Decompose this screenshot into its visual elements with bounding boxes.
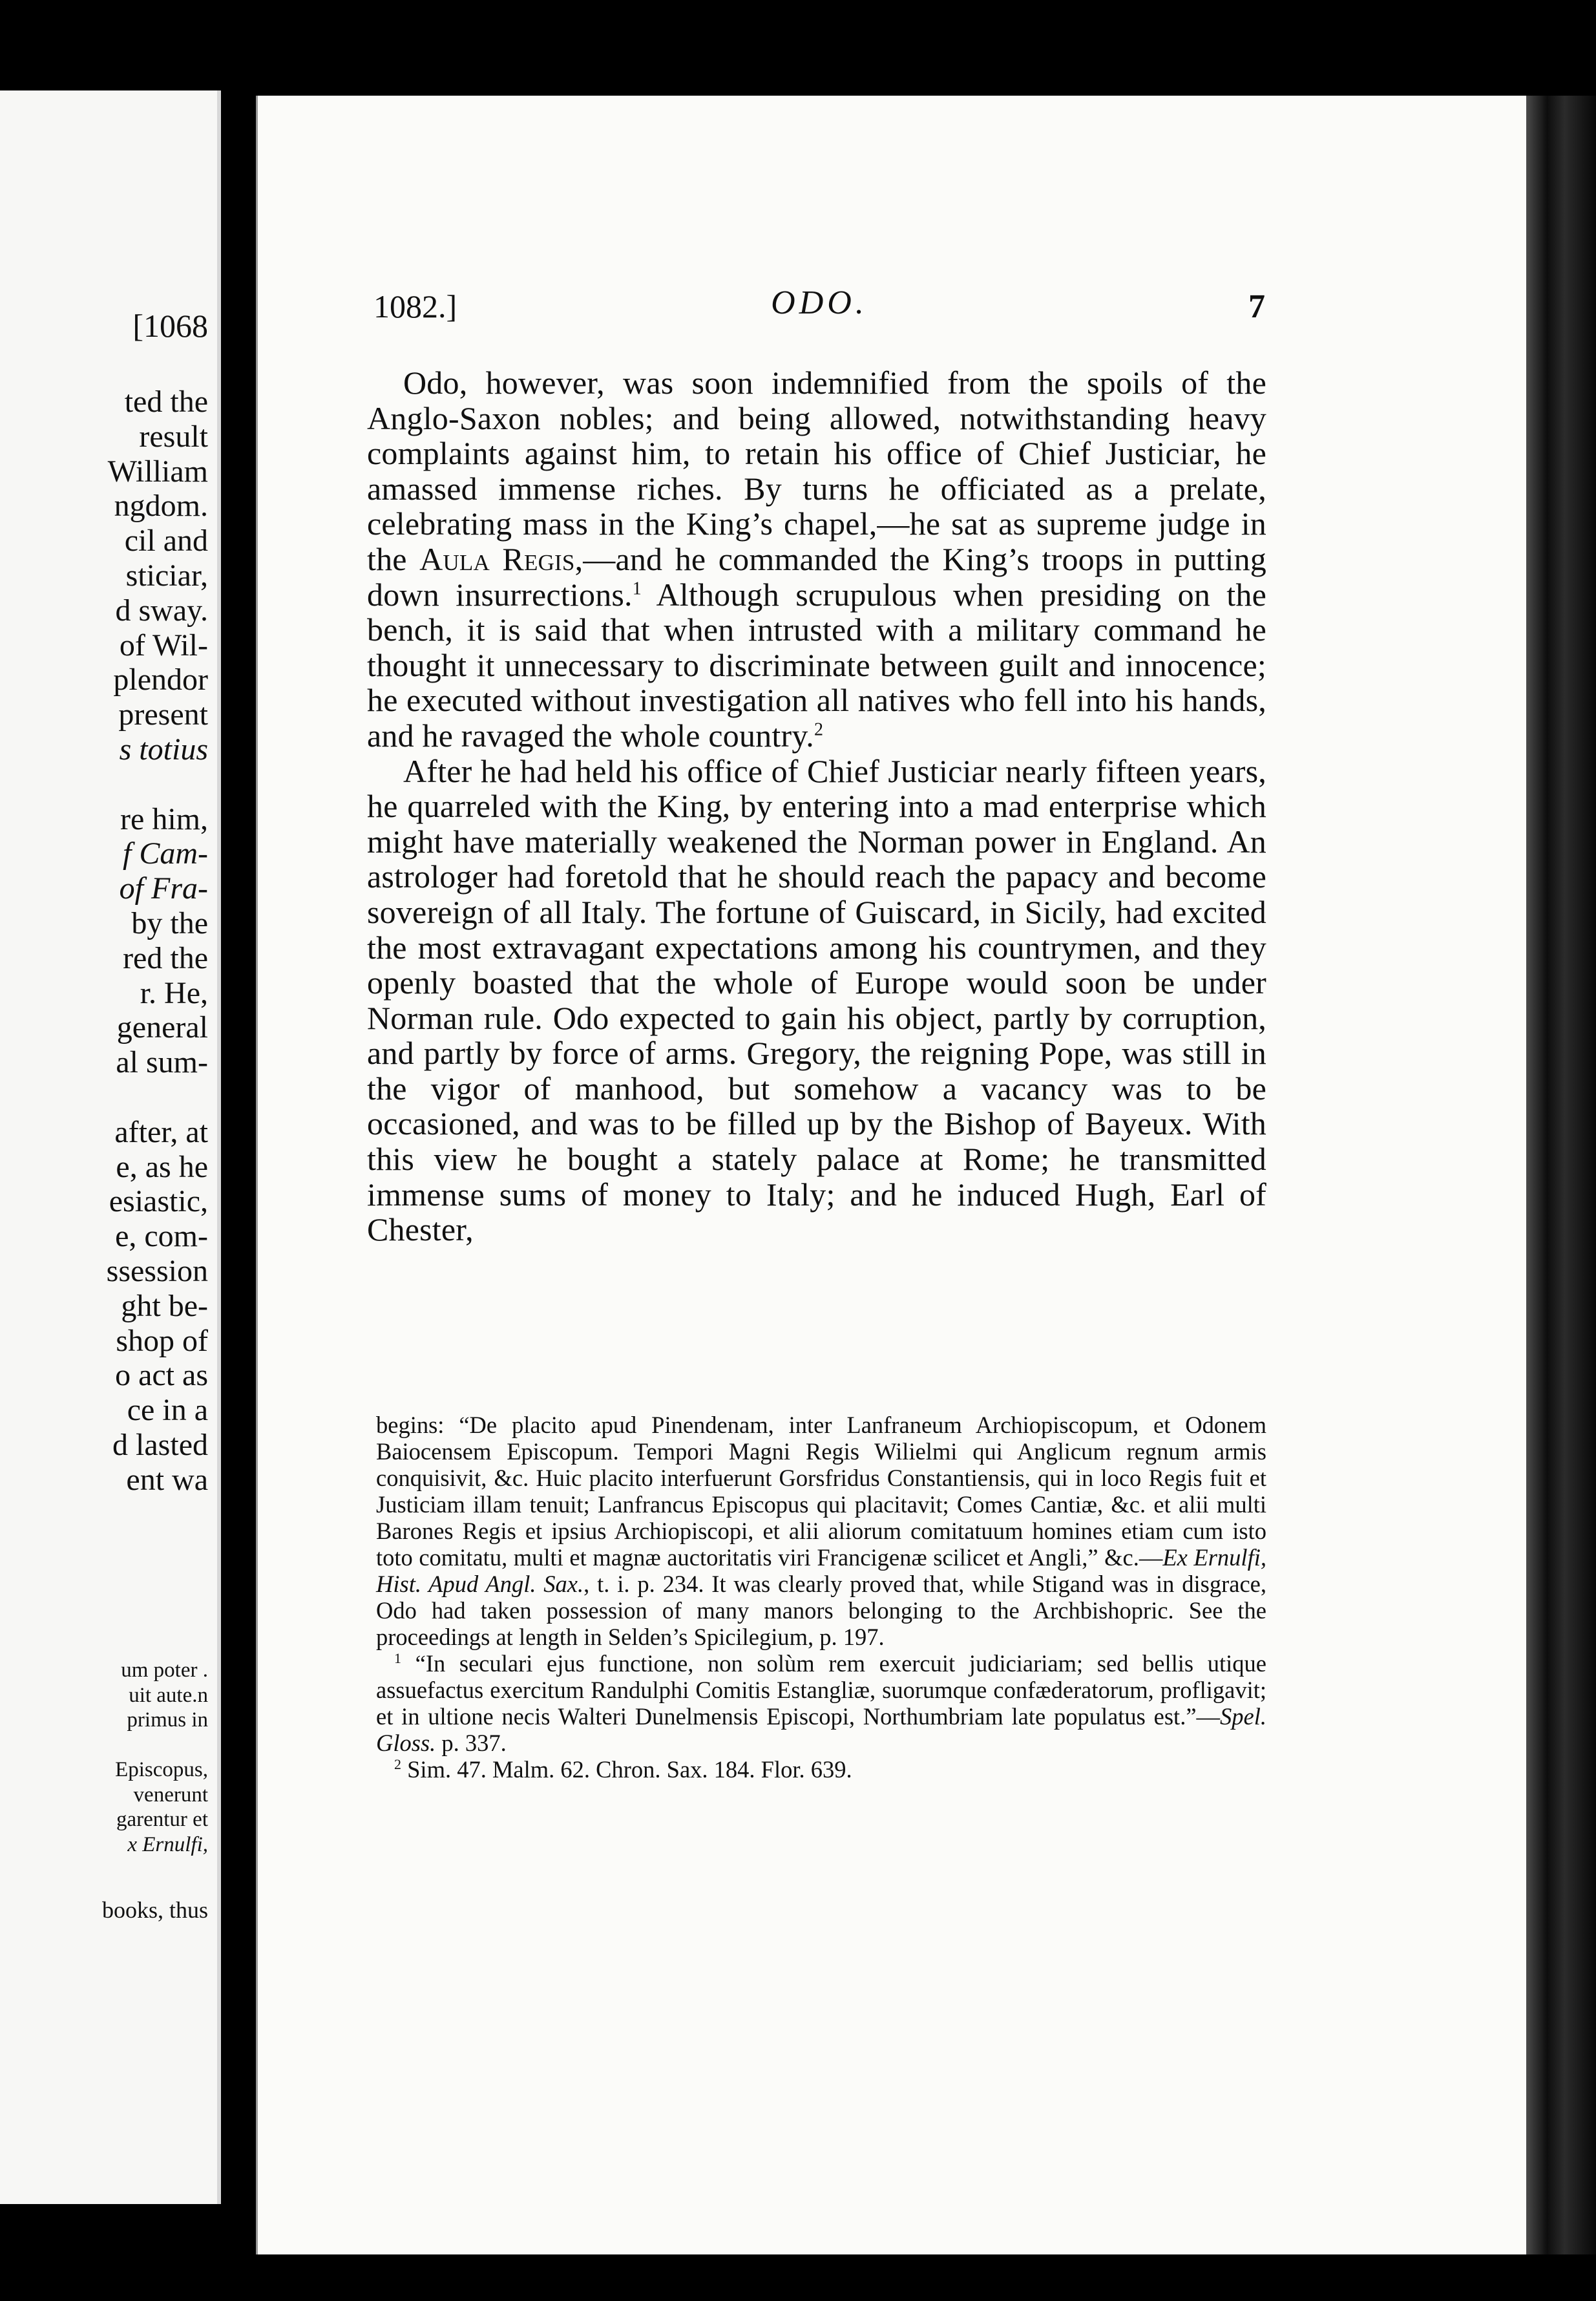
facing-page-body-line: ssession [106,1253,208,1288]
footnote-ref-1: 1 [632,578,642,599]
facing-page-note-line: venerunt [133,1783,208,1807]
facing-page-body-line: after, at [114,1114,208,1149]
facing-page-body-line: cil and [124,524,208,558]
facing-page-note-line: primus in [127,1708,208,1732]
facing-page-notes [115,1658,208,1857]
p1-text-c: Although scrupulous when presiding on the bench, it is said that when intrusted with a military command he thought it unnecessary to discriminate between guilt and innocence; he executed without investigation all natives who fell into his hands, and he ravaged the whole country. [367,576,1266,754]
footnote-1-text-a: “In seculari ejus functione, non solùm rem exercuit judiciariam; sed bellis utique assuefactus exercitum Randulphi Comitis Estangliæ, suorumque confæderatorum, profligavit; et in ultione necis Walteri Dunelmensis Episcopi, Northumbriam late populatus est.”— [376,1650,1266,1730]
facing-page-body-line: present [118,697,208,732]
facing-page-body-line: plendor [113,663,208,697]
facing-page-body-line: esiastic, [109,1184,208,1219]
facing-page-body-line: d sway. [115,593,208,628]
facing-page-body-line: by the [131,906,208,940]
facing-page-body-line: o act as [115,1358,208,1393]
facing-page-body-line: ted the [124,385,208,419]
footnote-1-text-b: p. 337. [436,1730,507,1756]
page-number: 7 [1248,288,1265,325]
footnote-2-mark: 2 [394,1755,401,1772]
facing-page-body-line: f Cam- [123,836,208,871]
facing-page-body-line: sticiar, [125,558,208,593]
paragraph-1 [367,365,1266,754]
facing-page-body-line: shop of [116,1323,208,1358]
footnotes [376,1412,1266,1783]
facing-page-left [0,90,221,2204]
facing-page-header: [1068 [132,308,208,344]
facing-page-body-line: of Fra- [119,871,208,906]
facing-page-body-line: William [107,454,208,489]
facing-page-note-line: garentur et [116,1808,208,1831]
facing-page-body-line: result [139,419,208,454]
facing-page-body-line: r. He, [140,975,208,1010]
facing-page-last-line: books, thus [101,1897,208,1923]
facing-page-body-line: al sum- [116,1045,208,1080]
facing-page-body-line [107,1080,208,1115]
facing-page-note-line: x Ernulfi, [127,1832,208,1856]
facing-page-body-line: e, as he [116,1149,208,1184]
fn-cont-citation: Ex Ernulfi, Hist. Apud Angl. Sax. [376,1544,1266,1597]
p1-text-a: Odo, however, was soon indemnified from the spoils of the Anglo-Saxon nobles; and being allowed, notwithstanding heavy complaints against him, to retain his office of Chief Justiciar, he amassed immense riches. By turns he officiated as a prelate, celebrating mass in the King’s chapel,—he sat as supreme judge in the [367,365,1266,577]
facing-page-body [107,385,208,1498]
facing-page-body-line: general [116,1010,208,1045]
p1-text-b: ,—and he commanded the King’s troops in putting down insurrections. [367,540,1266,613]
facing-page-body-line: ce in a [127,1393,208,1428]
facing-page-body-line [107,767,208,802]
running-head [373,284,1265,333]
facing-page-body-line: d lasted [112,1427,208,1462]
facing-page-body-line: e, com- [115,1219,208,1254]
footnote-1-mark: 1 [394,1649,401,1666]
footnote-ref-2: 2 [814,719,824,740]
facing-page-body-line: re him, [120,801,208,836]
p1-small-caps: Aula Regis [419,540,575,577]
book-spine [1526,96,1596,2254]
footnote-2-text: Sim. 47. Malm. 62. Chron. Sax. 184. Flor. 639. [407,1756,852,1783]
footnote-1-citation: Spel. Gloss. [376,1703,1266,1756]
facing-page-note-line: uit aute.n [129,1683,208,1707]
fn-cont-text-a: begins: “De placito apud Pinendenam, inter Lanfraneum Archiopiscopum, et Odonem Baiocensem Episcopum. Tempori Magni Regis Wilielmi qui Anglicum regnum armis conquisivit, &c. Huic placito interfuerunt Gorsfridus Constantiensis, qui in loco Regis fuit et Justiciam illam tenuit; Lanfrancus Episcopus qui placitavit; Comes Cantiæ, &c. et alii multi Barones Regis et ipsius Archiopiscopi, et alii aliorum comitatuum homines etiam cum isto toto comitatu, multi et magnæ auctoritatis viri Francigenæ scilicet et Angli,” &c.— [376,1412,1266,1571]
facing-page-note-line: Episcopus, [115,1758,208,1781]
facing-page-note-line [115,1733,208,1758]
facing-page-body-line: red the [123,940,208,975]
facing-page-body-line: ght be- [121,1288,208,1323]
facing-page-note-line: um poter . [121,1659,208,1682]
main-text [367,365,1266,1247]
fn-cont-text-b: , t. i. p. 234. It was clearly proved that, while Stigand was in disgrace, Odo had taken possession of many manors belonging to the Archbishopric. See the proceedings at length in Selden’s Spicilegium, p. 197. [376,1571,1266,1650]
footnote-1 [376,1650,1266,1756]
facing-page-body-line: ngdom. [114,489,208,524]
running-head-year: 1082.] [373,288,457,324]
facing-page-body-line: ent wa [126,1462,208,1497]
footnote-2 [376,1756,1266,1783]
facing-page-body-line: s totius [119,732,208,767]
facing-page-body-line: of Wil- [119,628,208,663]
paragraph-2: After he had held his office of Chief Justiciar nearly fifteen years, he quarreled with the King, by entering into a mad enterprise which might have materially weakened the Norman power in England. An astrologer had foretold that he should reach the papacy and become sovereign of all Italy. The fortune of Guiscard, in Sicily, had excited the most extravagant expectations among his countrymen, and they openly boasted that the whole of Europe would soon be under Norman rule. Odo expected to gain his object, partly by corruption, and partly by force of arms. Gregory, the reigning Pope, was still in the vigor of manhood, but somehow a vacancy was to be occasioned, and was to be filled up by the Bishop of Bayeux. With this view he bought a stately palace at Rome; he transmitted immense sums of money to Italy; and he induced Hugh, Earl of Chester, [367,752,1266,1248]
running-head-title: ODO. [771,284,868,321]
footnote-continuation [376,1412,1266,1650]
